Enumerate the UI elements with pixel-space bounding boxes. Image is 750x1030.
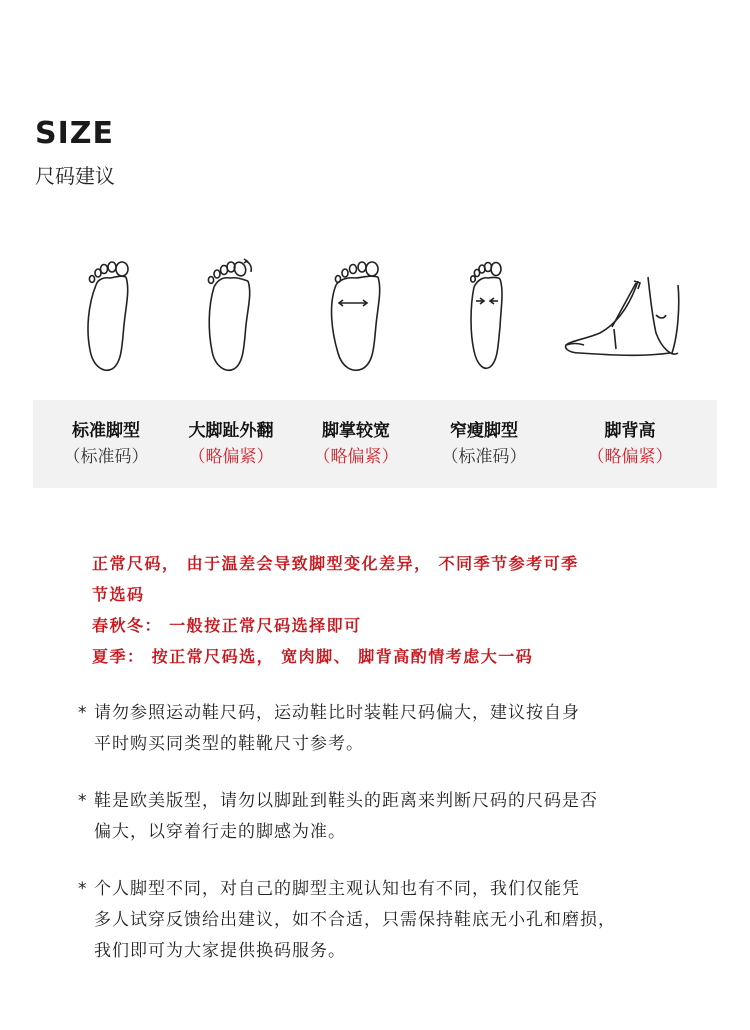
notice-line: 正常尺码， 由于温差会导致脚型变化差异， 不同季节参考可季 xyxy=(92,554,579,573)
foot-type-narrow xyxy=(419,418,549,470)
standard-foot-icon xyxy=(78,245,138,375)
foot-type-name: 脚掌较宽 xyxy=(322,421,390,441)
seasonal-size-notice xyxy=(92,548,692,672)
note-line: 多人试穿反馈给出建议，如不合适，只需保持鞋底无小孔和磨损， xyxy=(94,910,616,930)
size-notes xyxy=(78,698,678,993)
note-line: 平时购买同类型的鞋靴尺寸参考。 xyxy=(94,734,364,754)
size-advice: （标准码） xyxy=(441,447,527,467)
note-item xyxy=(78,874,678,967)
note-item xyxy=(78,786,678,848)
foot-type-standard xyxy=(41,418,171,470)
note-line: 鞋是欧美版型，请勿以脚趾到鞋头的距离来判断尺码的尺码是否 xyxy=(94,791,598,811)
foot-type-name: 窄瘦脚型 xyxy=(450,421,518,441)
foot-type-labels xyxy=(33,400,717,488)
wide-foot-icon xyxy=(322,245,392,375)
size-advice: （略偏紧） xyxy=(188,447,274,467)
asterisk-bullet: * xyxy=(78,879,88,899)
foot-illustrations xyxy=(0,245,750,385)
size-advice: （标准码） xyxy=(63,447,149,467)
note-line: 个人脚型不同，对自己的脚型主观认知也有不同，我们仅能凭 xyxy=(94,879,580,899)
note-line: 偏大，以穿着行走的脚感为准。 xyxy=(94,822,346,842)
foot-type-wide xyxy=(291,418,421,470)
asterisk-bullet: * xyxy=(78,791,88,811)
foot-type-name: 标准脚型 xyxy=(72,421,140,441)
foot-type-bunion xyxy=(166,418,296,470)
size-advice: （略偏紧） xyxy=(587,447,673,467)
notice-line: 春秋冬： 一般按正常尺码选择即可 xyxy=(92,616,362,635)
foot-type-high-instep xyxy=(565,418,695,470)
note-line: 请勿参照运动鞋尺码，运动鞋比时装鞋尺码偏大，建议按自身 xyxy=(94,703,580,723)
narrow-foot-icon xyxy=(458,245,518,375)
high-instep-foot-icon xyxy=(560,245,690,375)
note-line: 我们即可为大家提供换码服务。 xyxy=(94,941,346,961)
foot-type-name: 脚背高 xyxy=(604,421,656,441)
page-title: SIZE xyxy=(35,116,115,151)
asterisk-bullet: * xyxy=(78,703,88,723)
size-advice: （略偏紧） xyxy=(313,447,399,467)
notice-line: 节选码 xyxy=(92,585,145,604)
notice-line: 夏季： 按正常尺码选， 宽肉脚、 脚背高酌情考虑大一码 xyxy=(92,647,534,666)
bunion-foot-icon xyxy=(200,245,260,375)
note-item xyxy=(78,698,678,760)
foot-type-name: 大脚趾外翻 xyxy=(188,421,274,441)
page-subtitle: 尺码建议 xyxy=(35,164,115,188)
